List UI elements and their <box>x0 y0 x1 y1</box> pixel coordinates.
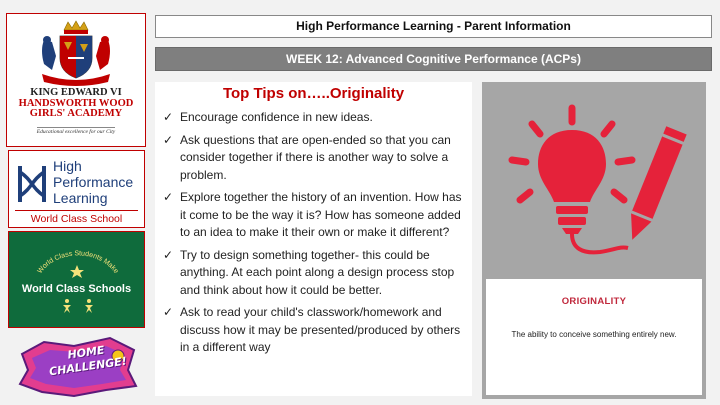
checkmark-icon: ✓ <box>163 305 174 319</box>
definition-card-inner <box>486 279 702 395</box>
school-name-line3: GIRLS' ACADEMY <box>29 108 123 119</box>
list-item <box>160 109 468 127</box>
hpl-knot-icon <box>14 162 50 206</box>
definition-card <box>482 277 706 399</box>
school-name-line1: KING EDWARD VI <box>30 87 122 98</box>
hpl-divider <box>15 210 138 211</box>
wcs-title: World Class Schools <box>21 283 132 295</box>
wcs-arc-text: World Class Students Make <box>36 250 120 275</box>
school-name <box>7 88 145 120</box>
list-item <box>160 247 468 300</box>
definition-text: The ability to conceive something entirely new. <box>511 330 677 339</box>
checkmark-icon: ✓ <box>163 110 174 124</box>
home-challenge-badge <box>14 334 142 400</box>
checkmark-icon: ✓ <box>163 132 174 147</box>
tip-text: Ask questions that are open-ended so that you can consider together if there is another way to solve a problem. <box>180 132 451 182</box>
tip-text: Ask to read your child's classwork/homework and discuss how it may be presented/produced by others in a different way <box>180 305 461 354</box>
hpl-word-1: High <box>53 158 82 174</box>
checkmark-icon: ✓ <box>163 247 174 262</box>
tips-panel <box>155 82 472 396</box>
list-item <box>160 304 468 357</box>
checkmark-icon: ✓ <box>163 190 174 204</box>
tip-text: Explore together the history of an invention. How has it come to be the way it is? How has someone added to an idea to make it their own or make it different? <box>180 190 462 239</box>
tips-list <box>160 109 468 362</box>
school-motto: Educational excellence for our City <box>36 128 116 135</box>
tip-text: Try to design something together- this could be anything. At each point along a design process stop and think about how it could be better. <box>180 247 455 297</box>
hpl-wordmark <box>53 158 133 206</box>
week-subtitle-bar: WEEK 12: Advanced Cognitive Performance (ACPs) <box>155 47 712 71</box>
hpl-word-3: Learning <box>53 190 108 206</box>
school-crest-icon <box>34 20 118 86</box>
lightbulb-pencil-icon <box>482 82 706 277</box>
hpl-logo-panel <box>8 150 145 228</box>
world-class-schools-badge <box>8 231 145 328</box>
definition-title: ORIGINALITY <box>561 296 627 307</box>
school-logo-panel <box>6 13 146 147</box>
originality-illustration <box>482 82 706 277</box>
tips-title: Top Tips on…..Originality <box>222 85 405 102</box>
page-title: High Performance Learning - Parent Information <box>155 15 712 38</box>
tip-text: Encourage confidence in new ideas. <box>180 110 373 124</box>
school-name-line2: HANDSWORTH WOOD <box>18 97 134 109</box>
hpl-word-2: Performance <box>53 174 134 190</box>
list-item <box>160 189 468 242</box>
list-item <box>160 132 468 185</box>
hpl-subtitle: World Class School <box>30 213 123 225</box>
wcs-emblem-icon <box>9 232 146 329</box>
home-challenge-label: HOME CHALLENGE! <box>48 343 128 379</box>
